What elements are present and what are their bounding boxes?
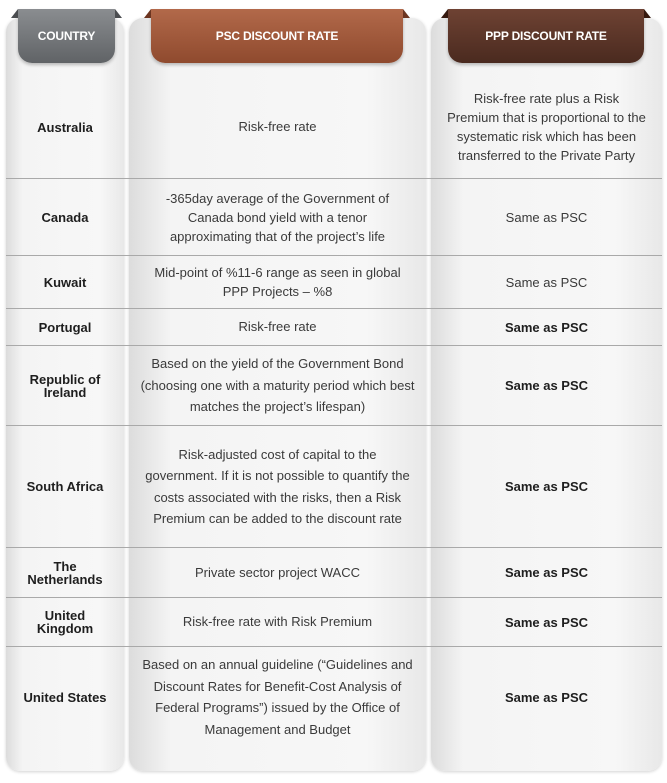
country-cell: Australia [37, 119, 93, 135]
psc-cell: Mid-point of %11-6 range as seen in global PPP Projects – %8 [154, 265, 401, 299]
ppp-cell: Same as PSC [505, 274, 588, 290]
table-row [6, 647, 662, 747]
psc-cell: -365day average of the Government of Canada bond yield with a tenor approximating that of the project’s life [165, 190, 390, 244]
header-psc-discount-rate: PSC DISCOUNT RATE [151, 9, 403, 63]
ppp-cell: Same as PSC [504, 614, 589, 630]
table-row [6, 76, 662, 179]
ppp-cell: Same as PSC [504, 378, 589, 393]
ppp-cell: Same as PSC [504, 565, 589, 580]
table-row [6, 256, 662, 309]
table-row [6, 346, 662, 426]
ppp-cell: Same as PSC [504, 479, 589, 494]
psc-cell: Based on an annual guideline (“Guidelines and Discount Rates for Benefit-Cost Analysis of Federal Programs”) issued by the Office of Management and Budget [142, 657, 413, 737]
country-cell: The Netherlands [27, 558, 103, 587]
country-cell: South Africa [26, 479, 104, 494]
psc-cell: Based on the yield of the Government Bond (choosing one with a maturity period which best matches the project’s lifespan) [140, 356, 415, 415]
ppp-cell: Same as PSC [504, 319, 589, 335]
psc-cell: Risk-free rate [238, 119, 317, 135]
psc-cell: Risk-free rate [238, 319, 317, 335]
table-row [6, 426, 662, 548]
psc-cell: Private sector project WACC [195, 564, 360, 580]
country-cell: Canada [41, 209, 89, 225]
country-cell: Portugal [38, 319, 92, 335]
header-country: COUNTRY [18, 9, 115, 63]
country-cell: Kuwait [43, 274, 87, 290]
table-row [6, 309, 662, 346]
country-cell: Republic of Ireland [29, 371, 101, 400]
table-row [6, 548, 662, 598]
header-ppp-discount-rate: PPP DISCOUNT RATE [448, 9, 644, 63]
ppp-cell: Risk-free rate plus a Risk Premium that is proportional to the systematic risk which has been transferred to the Private Party [447, 91, 646, 163]
country-cell: United States [23, 689, 107, 705]
ppp-cell: Same as PSC [504, 689, 589, 705]
ppp-cell: Same as PSC [505, 209, 588, 225]
country-cell: United Kingdom [36, 608, 94, 636]
table-row [6, 179, 662, 256]
table-row [6, 598, 662, 647]
psc-cell: Risk-adjusted cost of capital to the government. If it is not possible to quantify the costs associated with the risks, then a Risk Premium can be added to the discount rate [145, 446, 410, 526]
psc-cell: Risk-free rate with Risk Premium [182, 614, 373, 630]
